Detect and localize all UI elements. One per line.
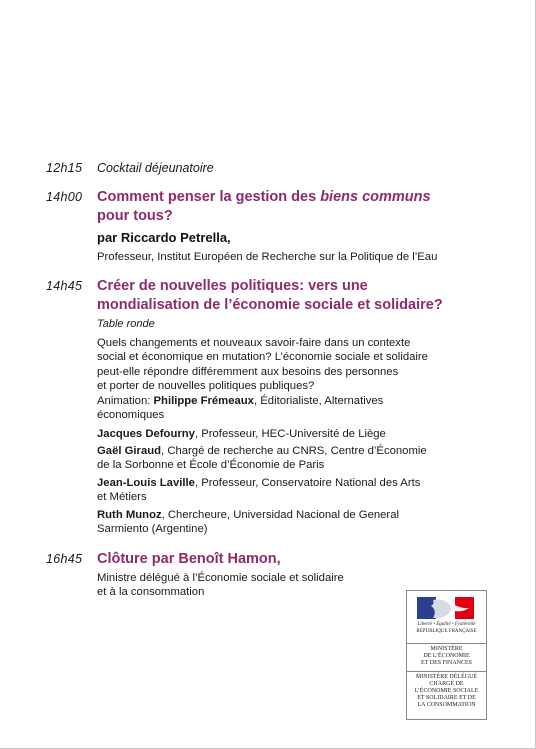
logo-motto: Liberté • Égalité • Fraternité [417,622,476,627]
panelist-name: Philippe Frémeaux [153,395,254,407]
logo-line: CHARGÉ DE [429,681,464,687]
time-12h15: 12h15 [46,161,83,175]
logo-republic: RÉPUBLIQUE FRANÇAISE [416,629,477,634]
minister-role-line: et à la consommation [97,586,205,599]
logo-line: LA CONSOMMATION [417,702,476,708]
description-line: peut-elle répondre différemment aux besoins des personnes [97,365,399,378]
session-format: Table ronde [97,318,155,330]
session-title-biens-communs [97,188,517,226]
title-line: Créer de nouvelles politiques: vers une [97,278,368,294]
logo-delegate-ministry [407,674,486,709]
time-16h45: 16h45 [46,552,83,566]
panelist-giraud [97,444,517,473]
speaker-role: Professeur, Institut Européen de Recherche sur la Politique de l’Eau [97,251,438,263]
logo-line: DE L’ÉCONOMIE [423,653,470,659]
logo-line: MINISTÈRE [430,646,463,652]
panelist-munoz [97,508,517,537]
session-title-cocktail: Cocktail déjeunatoire [97,161,214,175]
logo-line: ET DES FINANCES [421,660,472,666]
time-14h45: 14h45 [46,279,83,293]
panelist-role: , Professeur, HEC-Université de Liège [194,428,386,440]
panelist-defourny [97,427,517,441]
panelist-name: Jacques Defourny [97,428,195,440]
panelist-name: Jean-Louis Laville [97,477,195,489]
speaker-name: par Riccardo Petrella, [97,230,231,245]
title-line: mondialisation de l’économie sociale et solidaire? [97,297,443,313]
panelist-role: , Chargé de recherche au CNRS, Centre d’Économie [161,445,427,457]
panelist-role: , Professeur, Conservatoire National des Arts [194,477,421,489]
logo-divider [407,643,486,644]
panelist-role: , Chercheure, Universidad Nacional de General [161,509,399,521]
logo-line: ET SOLIDAIRE ET DE [417,695,476,701]
panelist-name: Ruth Munoz [97,509,162,521]
session-title-cloture: Clôture par Benoît Hamon, [97,551,281,567]
ministry-logo [406,590,487,720]
session-description [97,336,517,393]
minister-role-line: Ministre délégué à l’Économie sociale et solidaire [97,572,344,584]
title-emphasis: biens communs [320,189,431,205]
title-part: pour tous? [97,208,173,224]
description-line: Quels changements et nouveaux savoir-faire dans un contexte [97,337,411,349]
title-part: Comment penser la gestion des [97,189,321,205]
description-line: social et économique en mutation? L’économie sociale et solidaire [97,351,428,364]
logo-line: MINISTÈRE DÉLÉGUÉ [415,674,478,680]
panelist-laville [97,476,517,505]
panelist-role: économiques [97,409,165,422]
panelist-role: , Éditorialiste, Alternatives [253,395,384,407]
logo-divider [407,671,486,672]
session-title-politiques [97,277,517,315]
description-line: et porter de nouvelles politiques publiques? [97,379,315,392]
panelist-role: et Métiers [97,491,147,504]
panelist-role: Sarmiento (Argentine) [97,523,208,536]
panelist-name: Gaël Giraud [97,445,162,457]
panelist-fremeaux [97,394,517,423]
time-14h00: 14h00 [46,190,83,204]
logo-ministry [407,646,486,667]
logo-line: L’ÉCONOMIE SOCIALE [414,688,479,694]
panelist-role: de la Sorbonne et École d’Économie de Paris [97,459,325,472]
animation-prefix: Animation: [97,395,154,407]
